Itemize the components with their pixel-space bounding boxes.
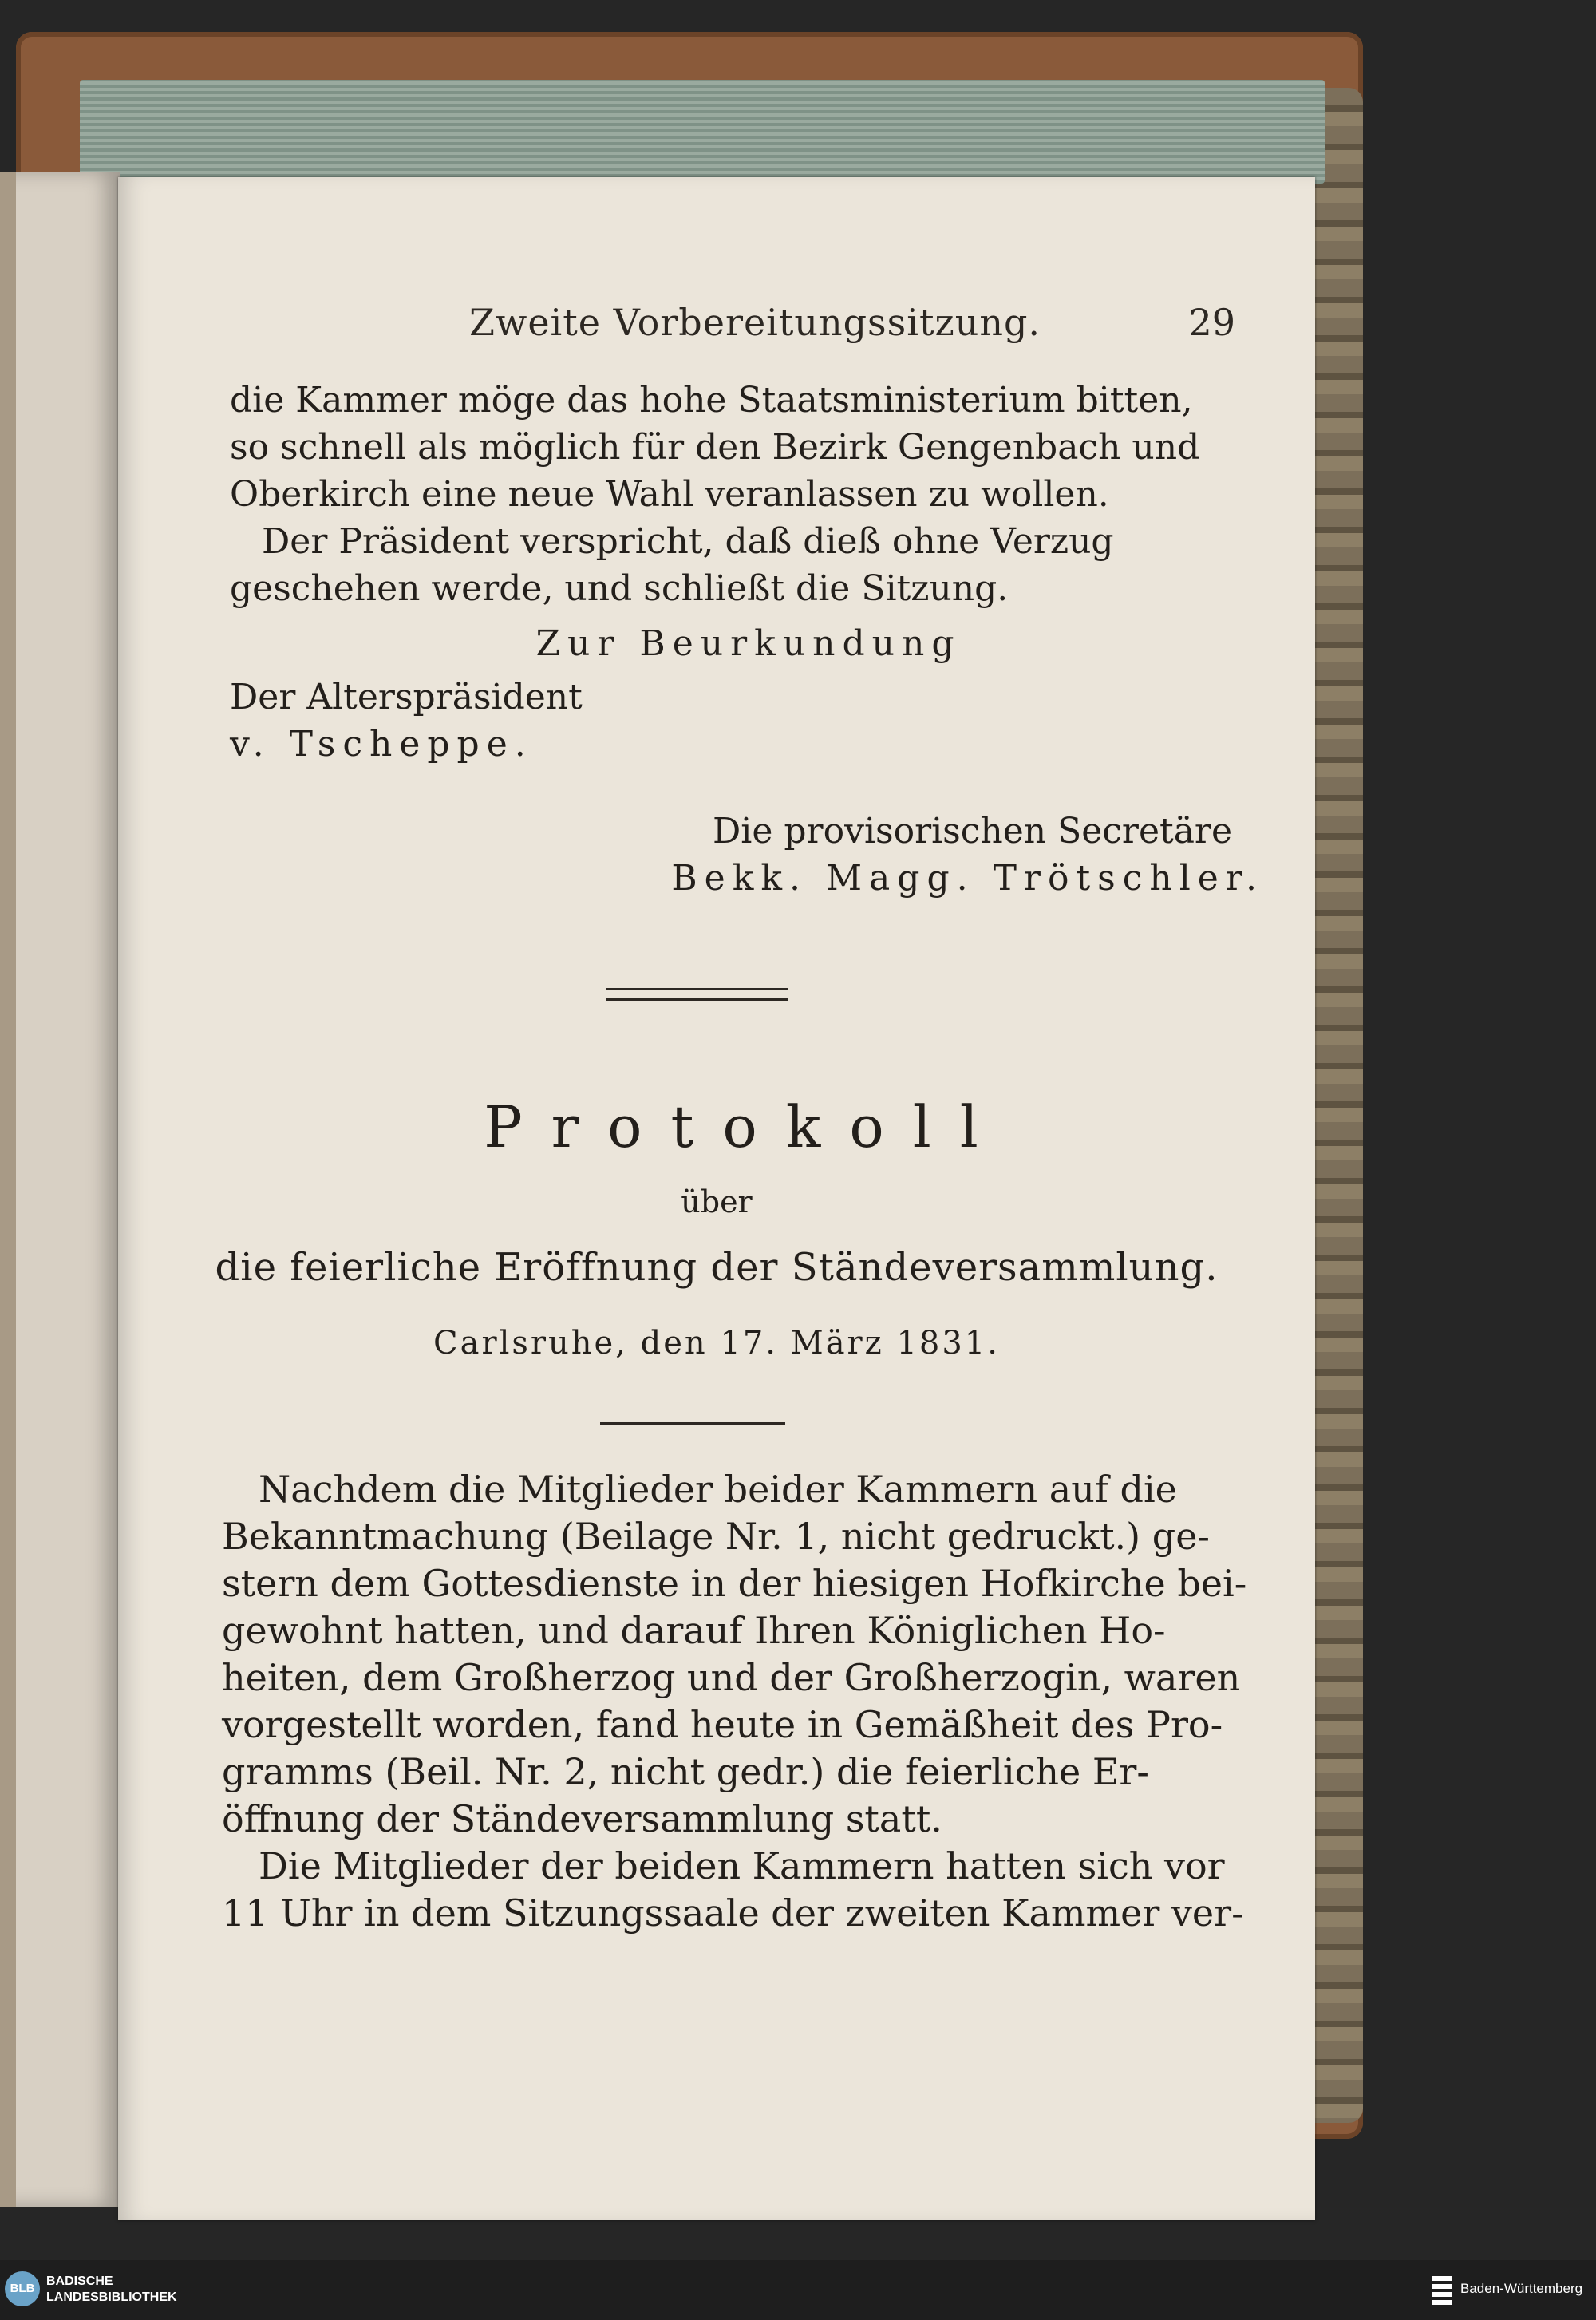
section-divider-double	[606, 988, 788, 1001]
text-line: Nachdem die Mitglieder beider Kammern auf die	[259, 1468, 1177, 1511]
state-crest-icon	[1430, 2275, 1454, 2306]
protocol-dateline: Carlsruhe, den 17. März 1831.	[433, 1325, 1000, 1362]
text-line: Bekanntmachung (Beilage Nr. 1, nicht gedruckt.) ge-	[222, 1515, 1210, 1558]
document-page	[118, 177, 1315, 2220]
page-block-edge	[80, 80, 1325, 184]
institution-name-line: LANDESBIBLIOTHEK	[46, 2290, 177, 2304]
text-line: stern dem Gottesdienste in der hiesigen Hofkirche bei-	[222, 1562, 1247, 1605]
left-page	[0, 172, 120, 2207]
protocol-over: über	[681, 1184, 753, 1219]
section-divider	[600, 1422, 785, 1425]
text-line: heiten, dem Großherzog und der Großherzogin, waren	[222, 1656, 1241, 1699]
text-line: gewohnt hatten, und darauf Ihren Königlichen Ho-	[222, 1609, 1166, 1652]
protocol-title: Protokoll	[484, 1093, 1007, 1160]
text-line: öffnung der Ständeversammlung statt.	[222, 1797, 942, 1840]
right-role: Die provisorischen Secretäre	[713, 811, 1232, 852]
text-line: Die Mitglieder der beiden Kammern hatten sich vor	[259, 1844, 1225, 1887]
page-number: 29	[1188, 301, 1235, 344]
text-line: 11 Uhr in dem Sitzungssaale der zweiten Kammer ver-	[222, 1891, 1244, 1935]
running-title: Zweite Vorbereitungssitzung.	[469, 301, 1041, 344]
left-page-edge	[0, 172, 16, 2207]
text-line: die Kammer möge das hohe Staatsministerium bitten,	[230, 380, 1193, 421]
right-names: Bekk. Magg. Trötschler.	[671, 858, 1264, 899]
text-line: so schnell als möglich für den Bezirk Gengenbach und	[230, 427, 1200, 468]
attestation-heading: Zur Beurkundung	[535, 623, 962, 664]
blb-logo-icon: BLB	[5, 2271, 40, 2306]
signatory-right	[230, 808, 1264, 902]
protocol-body	[222, 1466, 1267, 1937]
text-line: geschehen werde, und schließt die Sitzung.	[230, 568, 1009, 609]
protocol-subject: die feierliche Eröffnung der Ständeversammlung.	[215, 1245, 1219, 1290]
text-line: vorgestellt worden, fand heute in Gemäßheit des Pro-	[222, 1703, 1223, 1746]
text-line: Oberkirch eine neue Wahl veranlassen zu wollen.	[230, 474, 1109, 515]
text-line: gramms (Beil. Nr. 2, nicht gedr.) die feierliche Er-	[222, 1750, 1149, 1793]
text-line: Der Präsident verspricht, daß dieß ohne Verzug	[262, 521, 1114, 562]
left-name: v. Tscheppe.	[230, 724, 533, 765]
book-cover-edge	[1309, 88, 1363, 2123]
top-text-block	[230, 377, 1264, 612]
footer-bar	[0, 2260, 1596, 2320]
left-role: Der Alterspräsident	[230, 677, 583, 717]
institution-name	[46, 2274, 177, 2306]
running-head	[118, 301, 1315, 349]
institution-name-line: BADISCHE	[46, 2275, 113, 2288]
state-name: Baden-Württemberg	[1460, 2281, 1583, 2296]
signatory-left	[230, 674, 1264, 768]
